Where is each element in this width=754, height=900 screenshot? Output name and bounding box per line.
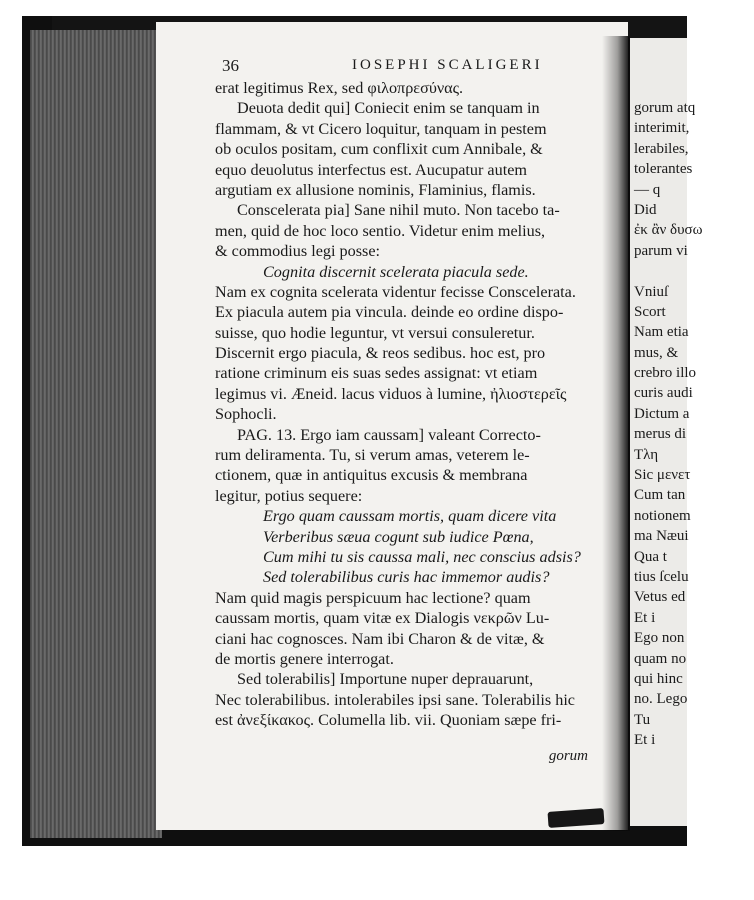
right-line: crebro illo <box>634 365 697 382</box>
right-line: Did <box>634 201 657 218</box>
text-line: suisse, quo hodie leguntur, vt versui consuleretur. <box>215 323 535 342</box>
catchword: gorum <box>548 748 588 764</box>
right-line: Et i <box>634 609 656 626</box>
right-line: curis audi <box>634 385 693 402</box>
text-line: legimus vi. Æneid. lacus viduos à lumine, ἠλιοστερεῖς <box>215 384 567 403</box>
right-page <box>630 38 703 826</box>
text-line: Nec tolerabilibus. intolerabiles ipsi sane. Tolerabilis hic <box>215 690 575 709</box>
text-line: Ex piacula autem pia vincula. deinde eo ordine dispo- <box>215 303 564 322</box>
right-line: no. Lego <box>634 691 688 708</box>
right-line: ma Næui <box>634 528 689 545</box>
right-line: Dictum a <box>634 405 690 422</box>
quoted-verse-line: Cognita discernit scelerata piacula sede. <box>263 262 529 281</box>
right-line: tolerantes <box>634 161 693 178</box>
right-line: Vetus ed <box>634 589 686 606</box>
page-text <box>215 78 595 731</box>
page-edges <box>30 30 162 838</box>
text-line: & commodius legi posse: <box>215 242 381 261</box>
text-line: argutiam ex allusione nominis, Flaminius, flamis. <box>215 180 536 199</box>
text-line: Discernit ergo piacula, & reos sedibus. hoc est, pro <box>215 344 546 363</box>
text-line: ratione criminum eis suas sedes assignat: vt etiam <box>215 364 538 383</box>
text-line: Sophocli. <box>215 405 277 424</box>
right-line: tius ſcelu <box>634 568 689 585</box>
text-line: PAG. 13. Ergo iam caussam] valeant Correcto- <box>237 425 541 444</box>
text-line: Nam ex cognita scelerata videntur fecisse Conscelerata. <box>215 282 576 301</box>
right-line: Qua t <box>634 548 667 565</box>
text-line: Deuota dedit qui] Coniecit enim se tanquam in <box>237 99 540 118</box>
quoted-verse-line: Ergo quam caussam mortis, quam dicere vita <box>263 507 557 526</box>
right-line: Et i <box>634 732 656 749</box>
right-page-text <box>634 98 754 751</box>
text-line: erat legitimus Rex, sed φιλοπρεσύνας. <box>215 79 464 97</box>
text-line: ctionem, quæ in antiquitus excusis & membrana <box>215 466 528 485</box>
right-line: parum vi <box>634 242 688 259</box>
text-line: caussam mortis, quam vitæ ex Dialogis νεκρῶν Lu- <box>215 609 550 628</box>
text-line: ciani hac cognosces. Nam ibi Charon & de vitæ, & <box>215 629 545 648</box>
right-line: Ego non <box>634 630 685 647</box>
right-line: Tu <box>634 711 651 728</box>
right-line: — q <box>634 181 661 198</box>
right-line <box>634 261 754 281</box>
running-title: IOSEPHI SCALIGERI <box>352 57 543 73</box>
text-line: Conscelerata pia] Sane nihil muto. Non tacebo ta- <box>237 201 560 220</box>
right-line: qui hinc <box>634 670 683 687</box>
text-line: ob oculos positam, cum conflixit cum Annibale, & <box>215 140 543 159</box>
text-line: rum deliramenta. Tu, si verum amas, veterem le- <box>215 446 530 465</box>
right-line: Nam etia <box>634 324 689 341</box>
right-line: Scort <box>634 303 666 320</box>
right-line: interimit, <box>634 120 690 137</box>
right-line: lerabiles, <box>634 140 689 157</box>
text-line: men, quid de hoc loco sentio. Videtur enim melius, <box>215 221 546 240</box>
right-line: Cum tan <box>634 487 686 504</box>
text-line: equo deuolutus interfectus est. Aucupatur autem <box>215 160 527 179</box>
right-line: notionem <box>634 507 691 524</box>
right-line: merus di <box>634 426 687 443</box>
quoted-verse-line: Verberibus sæua cogunt sub iudice Pœna, <box>263 527 534 546</box>
text-line: Nam quid magis perspicuum hac lectione? quam <box>215 588 531 607</box>
text-line: flammam, & vt Cicero loquitur, tanquam in pestem <box>215 119 547 138</box>
text-line: est ἀνεξίκακος. Columella lib. vii. Quoniam sæpe fri- <box>215 711 562 730</box>
right-line: ἐκ ἂν δυσω <box>634 222 703 239</box>
right-line: quam no <box>634 650 687 667</box>
text-line: de mortis genere interrogat. <box>215 649 394 668</box>
right-line: Vniuſ <box>634 283 669 300</box>
quoted-verse-line: Cum mihi tu sis caussa mali, nec conscius adsis? <box>263 547 581 566</box>
right-line: mus, & <box>634 344 679 361</box>
text-line: Sed tolerabilis] Importune nuper deprauarunt, <box>237 670 534 689</box>
text-line: legitur, potius sequere: <box>215 486 363 505</box>
quoted-verse-line: Sed tolerabilibus curis hac immemor audis? <box>263 568 550 587</box>
page-number: 36 <box>222 56 239 75</box>
right-line: Sic μενετ <box>634 467 691 484</box>
book-gutter <box>602 36 630 831</box>
right-line: Τλη <box>634 446 659 463</box>
page-header <box>222 56 592 78</box>
right-line: gorum atq <box>634 100 696 116</box>
